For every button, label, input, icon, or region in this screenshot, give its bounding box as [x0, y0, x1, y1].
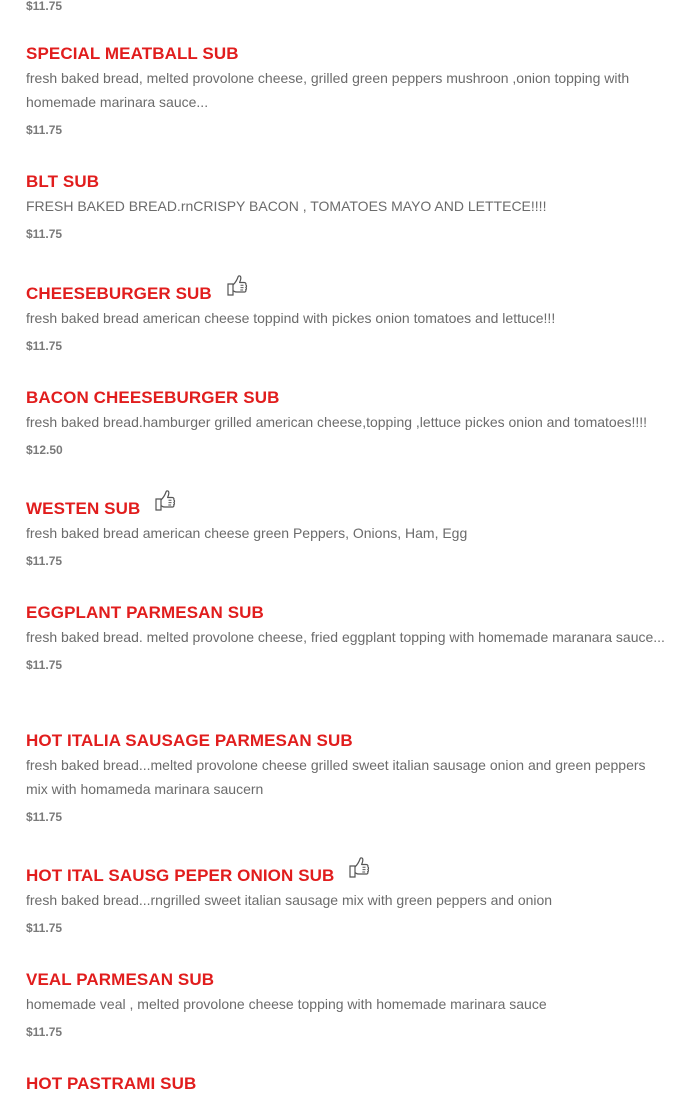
thumbs-up-icon [346, 854, 370, 880]
item-title[interactable]: WESTEN SUB [26, 499, 141, 518]
item-price: $11.75 [26, 921, 63, 935]
item-price: $11.75 [26, 658, 63, 672]
item-title[interactable]: VEAL PARMESAN SUB [26, 970, 215, 989]
item-description: fresh baked bread...rngrilled sweet italian sausage mix with green peppers and onion [26, 892, 553, 908]
menu-item[interactable] [26, 382, 666, 458]
item-description: fresh baked bread...melted provolone cheese grilled sweet italian sausage onion and green peppers mix with homameda marinara saucern [26, 757, 646, 797]
menu-item[interactable] [26, 725, 666, 825]
item-description: fresh baked bread american cheese toppind with pickes onion tomatoes and lettuce!!! [26, 310, 556, 326]
menu-item[interactable] [26, 38, 666, 138]
item-description: fresh baked bread. melted provolone cheese, fried eggplant topping with homemade maranara sauce... [26, 629, 665, 645]
item-title[interactable]: HOT PASTRAMI SUB [26, 1074, 197, 1093]
item-title[interactable]: SPECIAL MEATBALL SUB [26, 44, 239, 63]
item-description: homemade veal , melted provolone cheese topping with homemade marinara sauce [26, 996, 547, 1012]
item-title-row [26, 278, 666, 304]
item-title-row [26, 964, 666, 990]
item-title-row [26, 725, 666, 751]
menu-item[interactable] [26, 860, 666, 936]
item-description: FRESH BAKED BREAD.rnCRISPY BACON , TOMATOES MAYO AND LETTECE!!!! [26, 198, 547, 214]
menu-item[interactable] [26, 278, 666, 354]
item-title-row [26, 38, 666, 64]
menu-item[interactable] [26, 964, 666, 1040]
item-price: $11.75 [26, 339, 63, 353]
item-price: $12.50 [26, 443, 63, 457]
item-price: $11.75 [26, 810, 63, 824]
item-title-row [26, 1068, 666, 1094]
item-price: $11.75 [26, 123, 63, 137]
item-title[interactable]: CHEESEBURGER SUB [26, 284, 212, 303]
item-title[interactable]: BLT SUB [26, 172, 100, 191]
menu-item[interactable] [26, 493, 666, 569]
item-title[interactable]: EGGPLANT PARMESAN SUB [26, 603, 264, 622]
item-description: fresh baked bread, melted provolone cheese, grilled green peppers mushroon ,onion topping with homemade marinara sauce... [26, 70, 630, 110]
item-title-row [26, 382, 666, 408]
item-title[interactable]: BACON CHEESEBURGER SUB [26, 388, 280, 407]
item-title-row [26, 166, 666, 192]
item-title-row [26, 597, 666, 623]
item-title[interactable]: HOT ITAL SAUSG PEPER ONION SUB [26, 866, 335, 885]
item-description: fresh baked bread american cheese green Peppers, Onions, Ham, Egg [26, 525, 468, 541]
menu-item[interactable] [26, 166, 666, 242]
menu-item[interactable] [26, 1068, 666, 1094]
item-price: $11.75 [26, 554, 63, 568]
item-description: fresh baked bread.hamburger grilled american cheese,topping ,lettuce pickes onion and tomatoes!!!! [26, 414, 648, 430]
item-price: $11.75 [26, 227, 63, 241]
item-title-row [26, 860, 666, 886]
thumbs-up-icon [224, 272, 248, 298]
item-price: $11.75 [26, 1025, 63, 1039]
item-title[interactable]: HOT ITALIA SAUSAGE PARMESAN SUB [26, 731, 353, 750]
menu-item[interactable] [26, 597, 666, 673]
item-price: $11.75 [26, 0, 63, 13]
thumbs-up-icon [152, 487, 176, 513]
item-title-row [26, 493, 666, 519]
